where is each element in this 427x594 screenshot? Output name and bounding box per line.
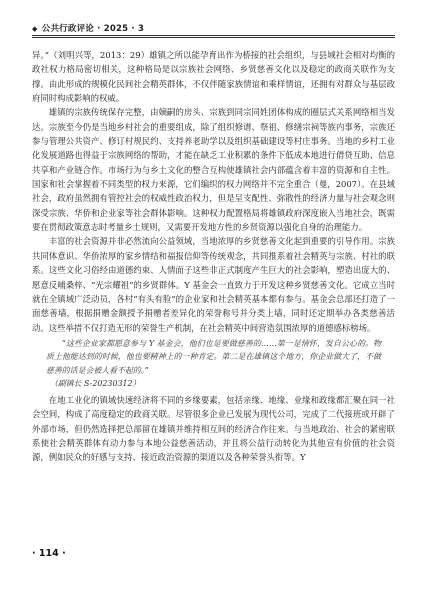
quote-source: （副镇长 S-20230312） — [49, 379, 141, 389]
header-rule — [32, 35, 395, 36]
paragraph: 在地工业化的镇域快速经济将不同的乡缘要素，包括亲缘、地缘、业缘和政缘都汇聚在同一社会空间，构成了高度稳定的政商关联。尽管很多企业已发展为现代公司，完成了二代接班或开辟了外部市场，但仍然选择把总部留在雄镇并维持相互间的经济合作往来。与当地政治、社会的紧密联系使社会精英群体有动力参与本地公益慈善活动，并且将公益行动转化为其他宣有价值的社会资源，例如民众的好感与支持、接近政治资源的渠道以及各种荣誉头衔等。Y — [32, 394, 395, 463]
page-number: · 114 · — [32, 548, 66, 559]
running-header — [32, 22, 144, 34]
paragraph: 丰富的社会资源并非必然流向公益领域，当地浓厚的乡贤慈善文化起到重要的引导作用。宗族共同体意识、华侨浓厚的家乡情结和福报信仰等传统观念，共同推系着社会精英与宗族、村社的联系。这些文化习俗经由道德约束、人情面子这些非正式制度产生巨大的社会影响，塑造出庞大的、愿意反哺桑梓、“光宗耀祖”的乡贤群体。Y 基金会一直致力于开发这种乡贤慈善文化。它成立当时就在全镇域广泛动员，各村“有头有脸”的企业家和社会精英基本都有参与。基金会总部还打造了一面慈善墙，根据捐赠金额授予捐赠者差异化的荣誉称号并分类上墙，同时还定期举办各类慈善活动。这些举措不仅打造无形的荣誉生产机制，在社会精英中间营造氛围浓厚的道德感标榜场。 — [32, 236, 395, 333]
header-separator: · — [131, 24, 135, 34]
interview-quote — [32, 337, 395, 391]
diamond-icon: ◆ — [32, 25, 38, 33]
header-separator: · — [97, 24, 101, 34]
journal-issue: 3 — [138, 24, 145, 34]
journal-name: 公共行政评论 — [41, 24, 94, 34]
journal-year: 2025 — [103, 24, 129, 34]
page-number-value: 114 — [38, 548, 59, 559]
paragraph: 异。”（刘明兴等，2013：29）雄镇之所以能孕育出作为桥接的社会组织，与县域社会相对均衡的政社权力格局密切相关，这种格局是以宗族社会网络、乡贤慈善文化以及稳定的政商关联作为支撑。由此形成的规模化民间社会精英群体，不仅伴随家族情谊和乘样情谊，还拥有对群众与基层政府同时构成影响的权威。 — [32, 50, 395, 104]
quote-text: “这些企业家都愿意参与 Y 基金会，他们也是要做慈善的……第一是情怀，发自公心的。物质上他能达到的时候，他也要精神上的一种肯定。第二是在雄镇这个地方，你企业做大了，不做慈善的话是会被人看不起的。” — [46, 338, 381, 375]
paragraph: 雄镇的宗族传统保存完整，由嫡嗣的房头、宗族到同宗同姓团体构成的圈层式关系网络相当发达。宗族至今仍是当地乡村社会的重要组成，除了组织修谱、祭祖、修缮宗祠等族内事务，宗族还参与管理公共资产、修订村规民约、支持养老助学以及组织基础建设等村庄事务。当地的乡村工业化发展道路也得益于宗族网络的帮助，才能在缺乏工业积累的条件下低成本地进行借贷互助、信息共享和产业链合作。市场行为与乡土文化的整合互构使雄镇社会内部蕴含着丰富的资源和自主性。国家和社会掌握着不同类型的权力来源，它们编织的权力网络并不完全重合（曼，2007）。在县域社会，政府虽然拥有管控社会的权威性政治权力，但是呈支配性、弥散性的经济力量与社会观念则深受宗族、华侨和企业家等社会群体影响。这种权力配置格局将雄镇政府深度嵌入当地社会，既需要在贯彻政策意志时考量乡土规则，又需要开发地方性的乡贤资源以强化自身的治理能力。 — [32, 107, 395, 233]
article-body — [32, 48, 395, 465]
header-rule-thin — [32, 37, 395, 38]
